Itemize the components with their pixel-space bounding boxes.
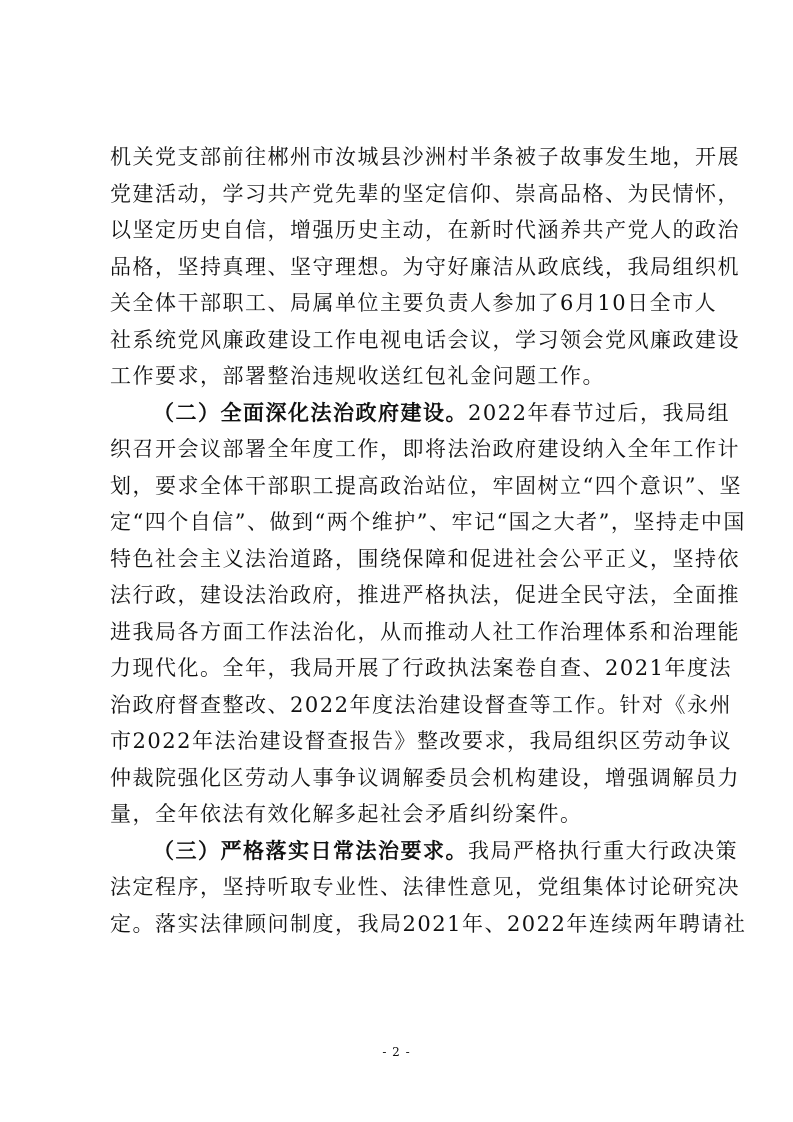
paragraph-line: 市2022年法治建设督查报告》整改要求，我局组织区劳动争议 <box>110 729 732 753</box>
paragraph-line: 党建活动，学习共产党先辈的坚定信仰、崇高品格、为民情怀， <box>110 181 740 206</box>
section-2-first-line <box>110 395 730 432</box>
paragraph-line: 品格，坚持真理、坚守理想。为守好廉洁从政底线，我局组织机 <box>110 254 740 279</box>
paragraph-line: 进我局各方面工作法治化，从而推动人社工作治理体系和治理能 <box>110 619 740 644</box>
section-3-first-line <box>110 833 738 870</box>
page-number: - 2 - <box>382 1045 411 1059</box>
paragraph-line: 治政府督查整改、2022年度法治建设督查等工作。针对《永州 <box>110 692 732 717</box>
paragraph-line: 以坚定历史自信，增强历史主动，在新时代涵养共产党人的政治 <box>110 218 740 242</box>
paragraph-line: 特色社会主义法治道路，围绕保障和促进社会公平正义，坚持依 <box>110 546 740 571</box>
paragraph-line: 法行政，建设法治政府，推进严格执法，促进全民守法，全面推 <box>110 583 740 607</box>
paragraph-line: 定。落实法律顾问制度，我局2021年、2022年连续两年聘请社 <box>110 911 747 936</box>
paragraph-line: 法定程序，坚持听取专业性、法律性意见，党组集体讨论研究决 <box>110 875 740 899</box>
paragraph-line: 量，全年依法有效化解多起社会矛盾纠纷案件。 <box>110 802 583 826</box>
paragraph-line: 织召开会议部署全年度工作，即将法治政府建设纳入全年工作计 <box>110 437 740 461</box>
paragraph-line: 工作要求，部署整治违规收送红包礼金问题工作。 <box>110 364 605 388</box>
section-3-heading: （三）严格落实日常法治要求。 <box>153 837 468 863</box>
paragraph-line: 仲裁院强化区劳动人事争议调解委员会机构建设，增强调解员力 <box>110 765 740 790</box>
paragraph-line: 划，要求全体干部职工提高政治站位，牢固树立“四个意识”、坚 <box>110 473 742 498</box>
section-3-first-text: 我局严格执行重大行政决策 <box>468 838 738 863</box>
paragraph-line: 社系统党风廉政建设工作电视电话会议，学习领会党风廉政建设 <box>110 327 740 352</box>
paragraph-line: 力现代化。全年，我局开展了行政执法案卷自查、2021年度法 <box>110 656 732 680</box>
paragraph-line: 定“四个自信”、做到“两个维护”、牢记“国之大者”，坚持走中国 <box>110 510 746 534</box>
section-2-heading: （二）全面深化法治政府建设。 <box>153 399 468 425</box>
paragraph-line: 关全体干部职工、局属单位主要负责人参加了6月10日全市人 <box>110 291 718 315</box>
document-body <box>110 139 747 942</box>
section-2-first-text: 2022年春节过后，我局组 <box>468 400 730 425</box>
paragraph-line: 机关党支部前往郴州市汝城县沙洲村半条被子故事发生地，开展 <box>110 145 740 169</box>
